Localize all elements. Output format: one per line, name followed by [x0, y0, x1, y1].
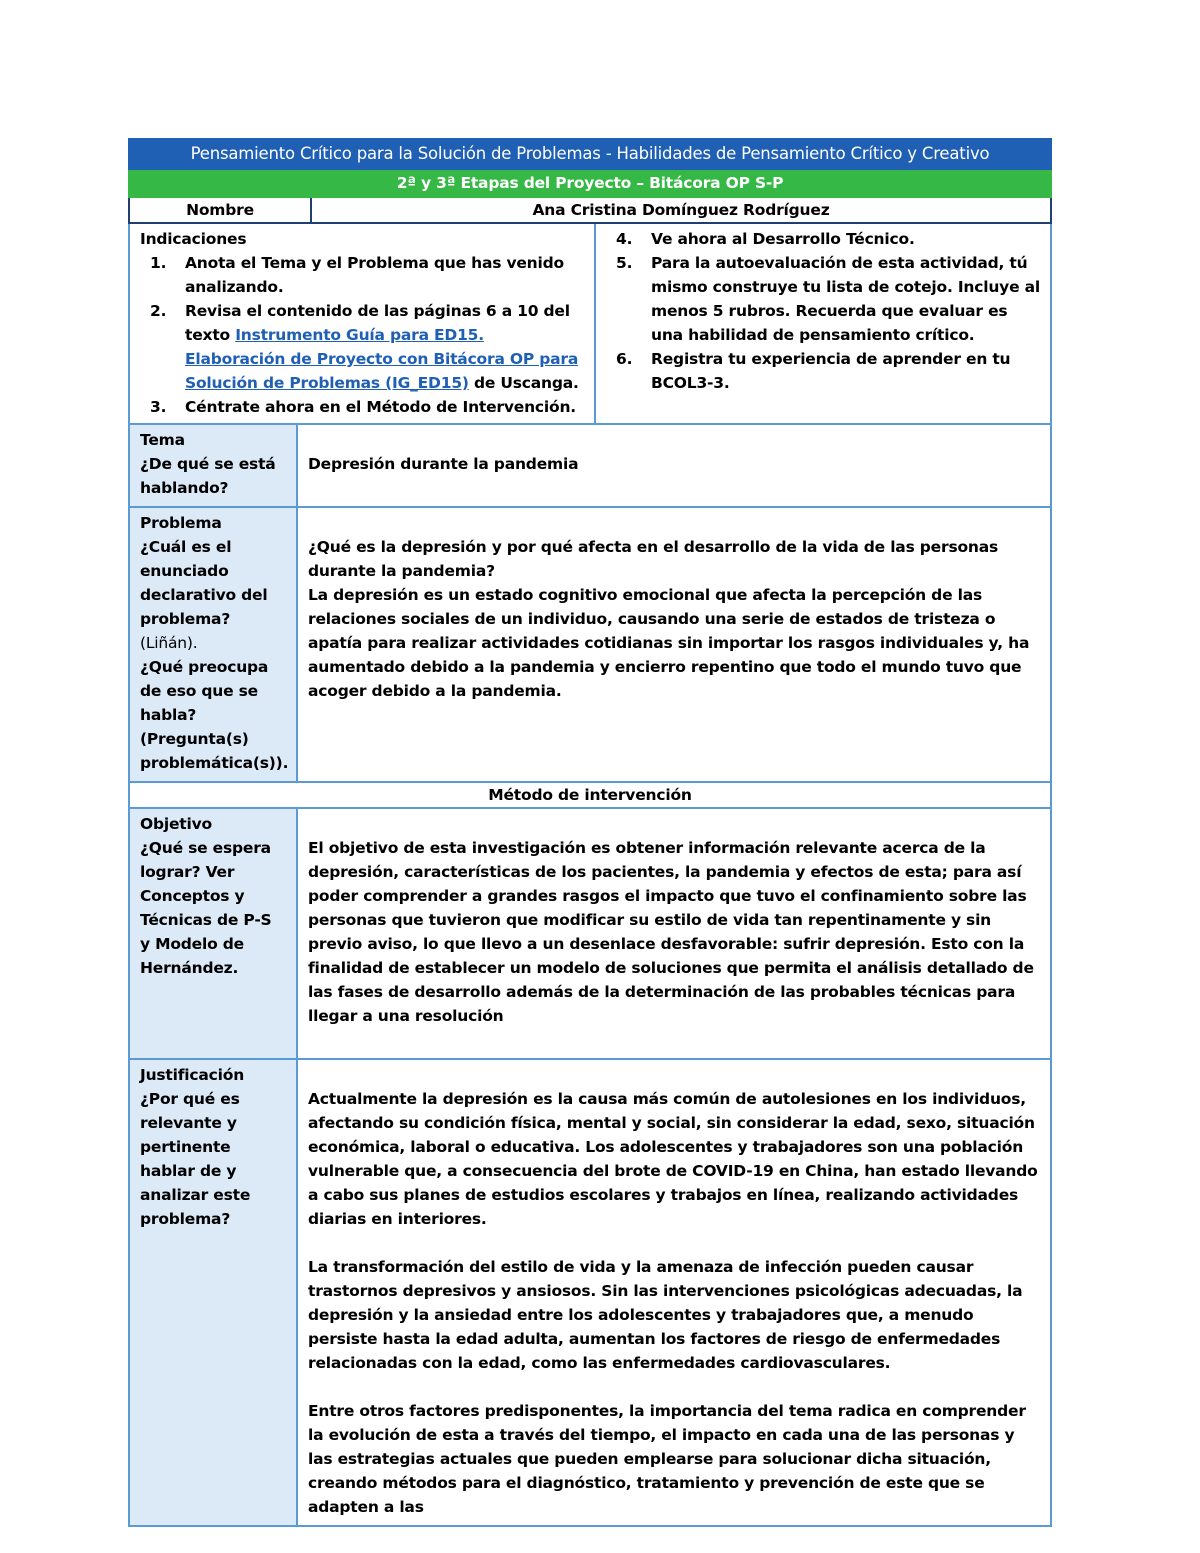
justificacion-content: [297, 1059, 1051, 1526]
indicaciones-left: [129, 223, 595, 424]
indicaciones-list-left: [140, 251, 584, 419]
name-label: Nombre: [129, 197, 311, 223]
list-item: 3. Céntrate ahora en el Método de Intervención.: [150, 398, 576, 416]
objetivo-content: El objetivo de esta investigación es obtener información relevante acerca de la depresión, características de los pacientes, la pandemia y efectos de esta; para así poder comprender a grandes rasgos el impacto que tuvo el confinamiento sobre las personas que tuvieron que modificar su estilo de vida tan repentinamente y sin previo aviso, lo que llevo a un desenlace desfavorable: sufrir depresión. Esto con la finalidad de establecer un modelo de soluciones que permita el análisis detallado de las fases de desarrollo además de la determinación de las probables técnicas para llegar a una resolución: [297, 808, 1051, 1059]
list-item: 1. Anota el Tema y el Problema que has venido analizando.: [150, 254, 564, 296]
tema-content: Depresión durante la pandemia: [297, 424, 1051, 507]
list-item: 4. Ve ahora al Desarrollo Técnico.: [616, 230, 915, 248]
problem-question: ¿Qué es la depresión y por qué afecta en el desarrollo de la vida de las personas durante la pandemia?: [308, 538, 999, 580]
list-item: 6. Registra tu experiencia de aprender en tu BCOL3-3.: [616, 350, 1011, 392]
ig-ed15-link[interactable]: Instrumento Guía para ED15. Elaboración de Proyecto con Bitácora OP para Solución de Problemas (IG_ED15): [185, 326, 579, 392]
list-item: 2. Revisa el contenido de las páginas 6 a 10 del texto Instrumento Guía para ED15. Elaboración de Proyecto con Bitácora OP para Solución de Problemas (IG_ED15) de Uscanga.: [150, 302, 579, 392]
stage-title: 2ª y 3ª Etapas del Proyecto – Bitácora OP S-P: [129, 169, 1051, 197]
objetivo-label: Objetivo ¿Qué se espera lograr? Ver Conceptos y Técnicas de P-S y Modelo de Hernández.: [129, 808, 297, 1059]
justificacion-p3: Entre otros factores predisponentes, la importancia del tema radica en comprender la evolución de esta a través del tiempo, el impacto en cada una de las personas y las estrategias actuales que pueden emplearse para solucionar dicha situación, creando métodos para el diagnóstico, tratamiento y prevención de este que se adapten a las: [308, 1402, 1026, 1516]
indicaciones-title: Indicaciones: [140, 230, 247, 248]
problema-content: [297, 507, 1051, 782]
problem-answer: La depresión es un estado cognitivo emocional que afecta la percepción de las relaciones sociales de un individuo, causando una serie de estados de tristeza o apatía para realizar actividades cotidianas sin importar los rasgos individuales y, ha aumentado debido a la pandemia y encierro repentino que todo el mundo tuvo que acoger debido a la pandemia.: [308, 586, 1030, 700]
tema-label: Tema ¿De qué se está hablando?: [129, 424, 297, 507]
indicaciones-list-right: [606, 227, 1040, 395]
student-name: Ana Cristina Domínguez Rodríguez: [311, 197, 1051, 223]
justificacion-label: Justificación ¿Por qué es relevante y pertinente hablar de y analizar este problema?: [129, 1059, 297, 1526]
problema-label: Problema ¿Cuál es el enunciado declarativo del problema? (Liñán). ¿Qué preocupa de eso que se habla? (Pregunta(s) problemática(s)).: [129, 507, 297, 782]
indicaciones-right: [595, 223, 1051, 424]
justificacion-p2: La transformación del estilo de vida y la amenaza de infección pueden causar trastornos depresivos y ansiosos. Sin las intervenciones psicológicas adecuadas, la depresión y la ansiedad entre los adolescentes y trabajadores que, a menudo persiste hasta la edad adulta, aumentan los factores de riesgo de enfermedades relacionadas con la edad, como las enfermedades cardiovasculares.: [308, 1258, 1023, 1372]
list-item: 5. Para la autoevaluación de esta actividad, tú mismo construye tu lista de cotejo. Incluye al menos 5 rubros. Recuerda que evaluar es una habilidad de pensamiento crítico.: [616, 254, 1040, 344]
justificacion-p1: Actualmente la depresión es la causa más común de autolesiones en los individuos, afectando su condición física, mental y social, sin considerar la edad, sexo, situación económica, laboral o educativa. Los adolescentes y trabajadores son una población vulnerable que, a consecuencia del brote de COVID-19 en China, han estado llevando a cabo sus planes de estudios escolares y trabajos en línea, realizando actividades diarias en interiores.: [308, 1090, 1038, 1228]
bitacora-table: [128, 138, 1052, 1527]
metodo-title: Método de intervención: [129, 782, 1051, 808]
course-title: Pensamiento Crítico para la Solución de Problemas - Habilidades de Pensamiento Crítico y Creativo: [129, 139, 1051, 169]
